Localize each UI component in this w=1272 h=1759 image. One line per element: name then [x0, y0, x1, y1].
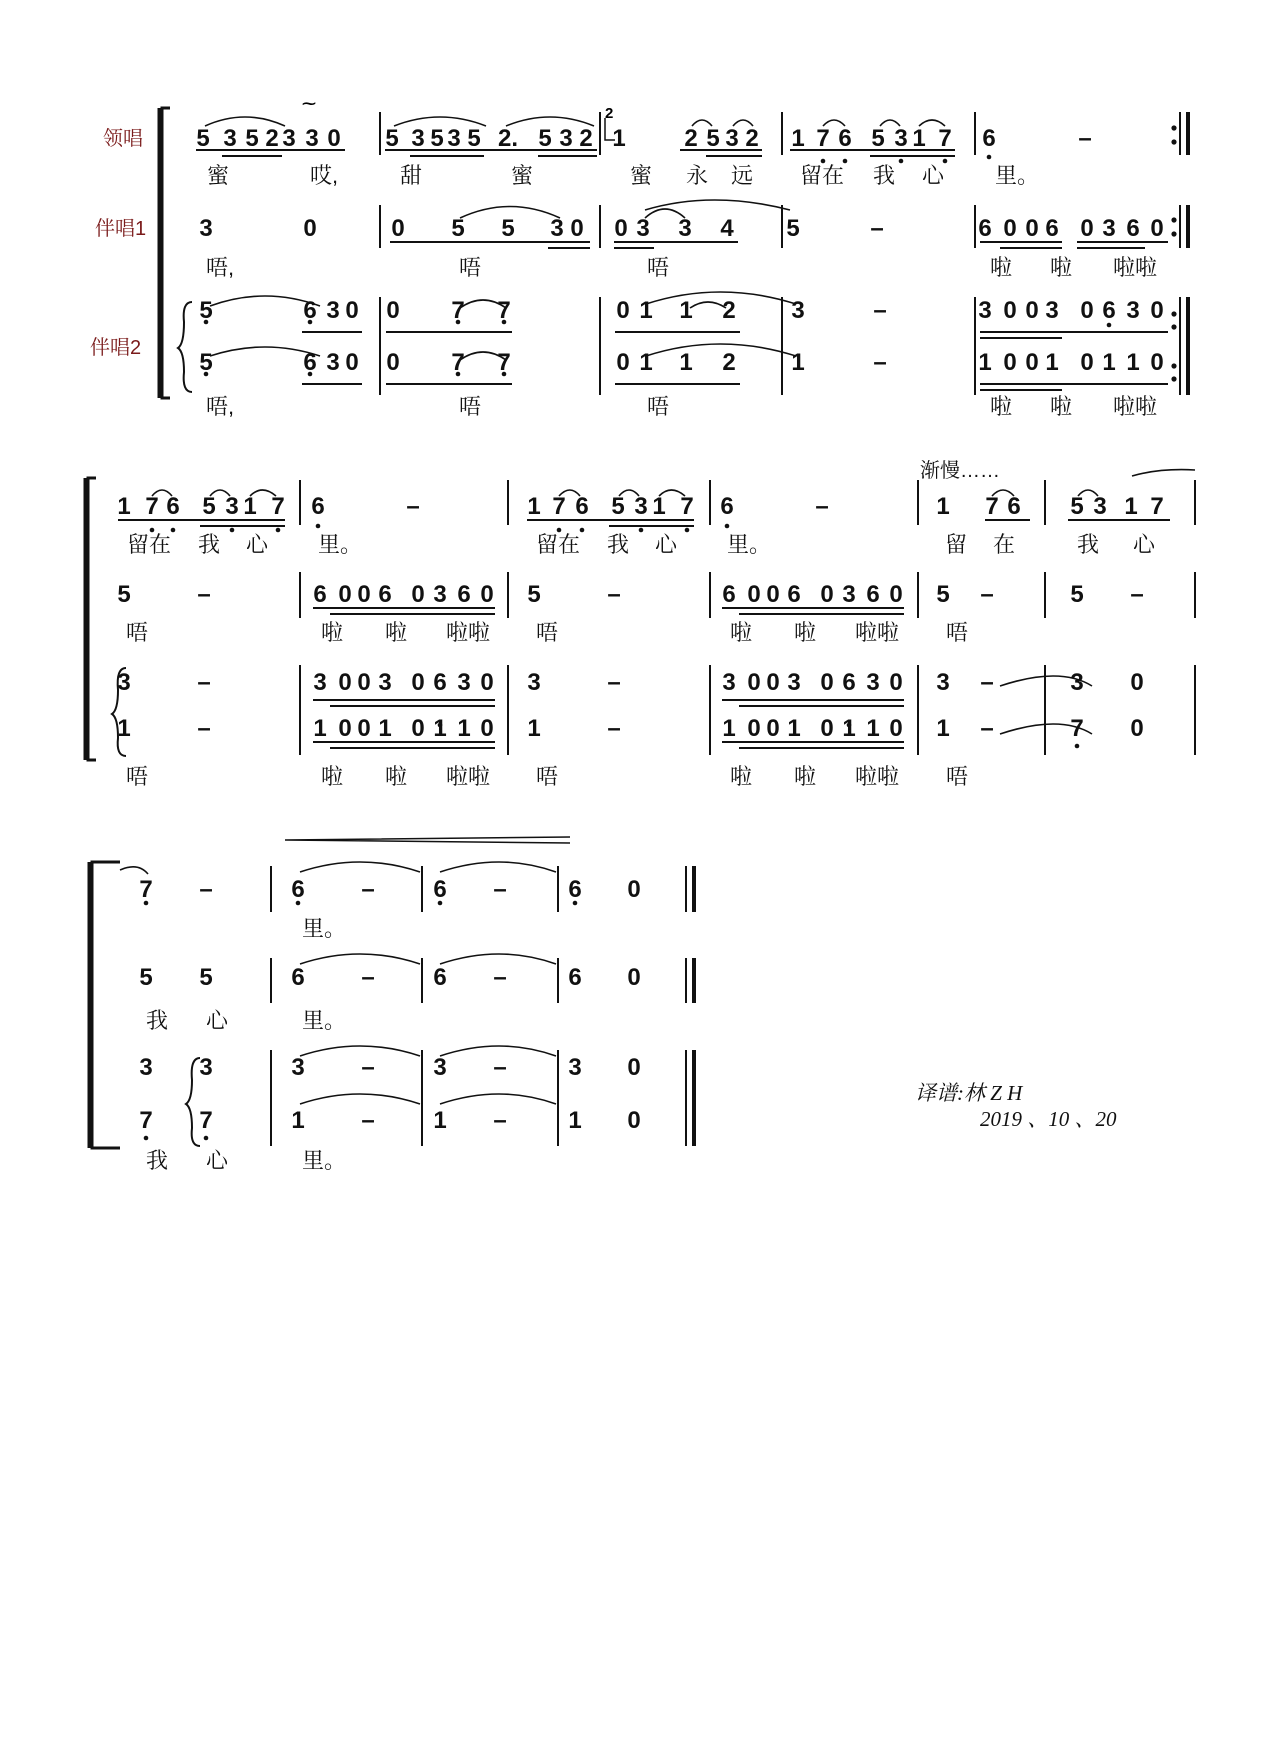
lyric-s0-l0-8: 我 [873, 163, 896, 188]
volta-number: 2 [605, 105, 614, 122]
note-s1-l3-0: 1 [117, 715, 131, 742]
lyric-s1-l3-2: 啦 [385, 764, 408, 789]
note-s1-l1-5: 6 [378, 581, 392, 608]
note-s1-l0-12: 5 [611, 493, 625, 520]
note-s0-l0-28: 6 [982, 125, 996, 152]
note-s0-l3-13: 1 [978, 349, 992, 376]
note-s1-l3-17: 1 [842, 715, 856, 742]
note-s0-l3-19: 1 [1126, 349, 1140, 376]
note-s2-l2-1: 3 [199, 1054, 213, 1081]
note-s1-l2-12: 3 [722, 669, 736, 696]
note-s1-l3-15: 1 [787, 715, 801, 742]
note-s1-l1-11: – [607, 581, 621, 608]
note-s1-l2-4: 0 [357, 669, 371, 696]
note-s1-l0-17: – [815, 493, 829, 520]
note-s0-l1-17: 0 [1080, 215, 1094, 242]
note-s0-l0-0: 5 [196, 125, 210, 152]
note-s0-l3-9: 1 [679, 349, 693, 376]
note-s0-l3-18: 1 [1102, 349, 1116, 376]
note-s1-l3-9: 0 [480, 715, 494, 742]
note-s2-l0-6: 6 [568, 876, 582, 903]
note-s2-l2-7: 0 [627, 1054, 641, 1081]
note-s2-l0-5: – [493, 876, 507, 903]
note-s1-l0-1: 7 [145, 493, 159, 520]
note-s0-l0-27: 7 [938, 125, 952, 152]
note-s1-l1-23: – [1130, 581, 1144, 608]
note-s2-l2-2: 3 [291, 1054, 305, 1081]
note-s0-l2-17: 0 [1080, 297, 1094, 324]
note-s1-l2-15: 3 [787, 669, 801, 696]
note-s0-l3-15: 0 [1025, 349, 1039, 376]
note-s2-l2-0: 3 [139, 1054, 153, 1081]
note-s0-l0-18: 5 [706, 125, 720, 152]
note-s1-l0-8: – [406, 493, 420, 520]
tempo-mark: 渐慢…… [920, 460, 1000, 482]
note-s0-l3-10: 2 [722, 349, 736, 376]
note-s0-l0-29: – [1078, 125, 1092, 152]
note-s0-l0-26: 1 [912, 125, 926, 152]
arranger-credit: 译谱:林 Z H [915, 1081, 1023, 1105]
note-s1-l0-9: 1 [527, 493, 541, 520]
note-s0-l3-17: 0 [1080, 349, 1094, 376]
note-s0-l0-16: 1 [612, 125, 626, 152]
part-label-lead: 领唱 [103, 128, 143, 150]
note-s1-l1-2: 6 [313, 581, 327, 608]
note-s1-l2-16: 0 [820, 669, 834, 696]
note-s1-l1-18: 6 [866, 581, 880, 608]
note-s0-l1-20: 0 [1150, 215, 1164, 242]
lyric-s1-l3-0: 唔 [126, 764, 149, 789]
lyric-s0-l0-9: 心 [922, 163, 945, 188]
note-s1-l0-16: 6 [720, 493, 734, 520]
note-s0-l1-10: 4 [720, 215, 734, 242]
note-s0-l1-18: 3 [1102, 215, 1116, 242]
lyric-s1-l0-2: 心 [246, 532, 269, 557]
note-s1-l0-5: 1 [243, 493, 257, 520]
note-s0-l1-7: 0 [614, 215, 628, 242]
note-s0-l1-9: 3 [678, 215, 692, 242]
lyric-s0-l3-3: 啦 [990, 394, 1013, 419]
note-s0-l0-22: 7 [816, 125, 830, 152]
lyric-s1-l0-1: 我 [198, 532, 221, 557]
note-s1-l2-11: – [607, 669, 621, 696]
note-s1-l0-10: 7 [552, 493, 566, 520]
note-s1-l0-4: 3 [225, 493, 239, 520]
note-s1-l0-14: 1 [652, 493, 666, 520]
note-s0-l1-0: 3 [199, 215, 213, 242]
note-s1-l2-0: 3 [117, 669, 131, 696]
note-s0-l3-11: 1 [791, 349, 805, 376]
note-s1-l1-4: 0 [357, 581, 371, 608]
note-s1-l0-2: 6 [166, 493, 180, 520]
note-s2-l1-7: 0 [627, 964, 641, 991]
note-s2-l0-0: 7 [139, 876, 153, 903]
note-s1-l0-18: 1 [936, 493, 950, 520]
lyric-s0-l1-5: 啦啦 [1113, 255, 1158, 280]
note-s2-l1-0: 5 [139, 964, 153, 991]
note-s1-l1-8: 6 [457, 581, 471, 608]
note-s1-l3-18: 1 [866, 715, 880, 742]
note-s0-l0-1: 3 [223, 125, 237, 152]
lyric-s2-l1-0: 我 [146, 1008, 169, 1033]
note-s1-l3-10: 1 [527, 715, 541, 742]
note-s1-l2-18: 3 [866, 669, 880, 696]
note-s1-l3-19: 0 [889, 715, 903, 742]
note-s2-l3-7: 0 [627, 1107, 641, 1134]
note-s0-l1-8: 3 [636, 215, 650, 242]
note-s2-l0-4: 6 [433, 876, 447, 903]
note-s0-l2-5: 7 [451, 297, 465, 324]
note-s1-l3-3: 0 [338, 715, 352, 742]
note-s2-l3-0: 7 [139, 1107, 153, 1134]
note-s0-l0-19: 3 [725, 125, 739, 152]
lyric-s1-l3-5: 啦 [730, 764, 753, 789]
note-s0-l0-23: 6 [838, 125, 852, 152]
note-s1-l2-8: 3 [457, 669, 471, 696]
note-s1-l2-22: 3 [1070, 669, 1084, 696]
note-s2-l0-7: 0 [627, 876, 641, 903]
note-s1-l1-17: 3 [842, 581, 856, 608]
note-s0-l3-3: 0 [345, 349, 359, 376]
lyric-s1-l1-8: 唔 [946, 620, 969, 645]
note-s1-l0-6: 7 [271, 493, 285, 520]
note-s0-l0-17: 2 [684, 125, 698, 152]
note-s0-l1-15: 0 [1025, 215, 1039, 242]
note-s0-l3-6: 7 [497, 349, 511, 376]
note-s1-l0-19: 7 [985, 493, 999, 520]
note-s1-l2-5: 3 [378, 669, 392, 696]
lyric-s1-l1-3: 啦啦 [446, 620, 491, 645]
lyric-s1-l0-5: 我 [607, 532, 630, 557]
lyric-s0-l1-0: 唔, [206, 255, 235, 280]
note-s1-l3-5: 1 [378, 715, 392, 742]
note-s2-l3-4: 1 [433, 1107, 447, 1134]
lyric-s1-l3-4: 唔 [536, 764, 559, 789]
note-s0-l2-18: 6 [1102, 297, 1116, 324]
note-s1-l2-3: 0 [338, 669, 352, 696]
note-s0-l0-5: 3 [305, 125, 319, 152]
arrangement-date: 2019 、10 、20 [980, 1107, 1117, 1131]
note-s0-l1-1: 0 [303, 215, 317, 242]
note-s0-l3-7: 0 [616, 349, 630, 376]
lyric-s1-l0-9: 在 [993, 532, 1016, 557]
note-s0-l1-12: – [870, 215, 884, 242]
note-s1-l2-19: 0 [889, 669, 903, 696]
lyric-s1-l3-1: 啦 [321, 764, 344, 789]
note-s1-l1-9: 0 [480, 581, 494, 608]
lyric-s1-l0-7: 里。 [727, 532, 772, 557]
lyric-s0-l3-5: 啦啦 [1113, 394, 1158, 419]
note-s0-l1-5: 3 [550, 215, 564, 242]
note-s1-l1-13: 0 [747, 581, 761, 608]
note-s1-l1-0: 5 [117, 581, 131, 608]
note-s1-l3-13: 0 [747, 715, 761, 742]
note-s2-l1-1: 5 [199, 964, 213, 991]
lyric-s1-l3-6: 啦 [794, 764, 817, 789]
note-s0-l2-7: 0 [616, 297, 630, 324]
note-s1-l1-12: 6 [722, 581, 736, 608]
note-s1-l2-1: – [197, 669, 211, 696]
lyric-s0-l0-1: 哎, [310, 163, 339, 188]
note-s1-l3-4: 0 [357, 715, 371, 742]
note-s1-l1-21: – [980, 581, 994, 608]
note-s0-l2-19: 3 [1126, 297, 1140, 324]
note-s1-l1-20: 5 [936, 581, 950, 608]
lyric-s0-l3-4: 啦 [1050, 394, 1073, 419]
note-s1-l0-21: 5 [1070, 493, 1084, 520]
lyric-s1-l0-0: 留在 [127, 532, 172, 557]
lyric-s2-l3-0: 我 [146, 1148, 169, 1173]
note-s0-l1-14: 0 [1003, 215, 1017, 242]
note-s0-l2-13: 3 [978, 297, 992, 324]
note-s0-l1-4: 5 [501, 215, 515, 242]
note-s0-l2-3: 0 [345, 297, 359, 324]
note-s0-l1-2: 0 [391, 215, 405, 242]
note-s0-l0-24: 5 [871, 125, 885, 152]
note-s1-l0-7: 6 [311, 493, 325, 520]
lyric-s1-l0-4: 留在 [536, 532, 581, 557]
note-s1-l3-16: 0 [820, 715, 834, 742]
lyric-s2-l1-1: 心 [206, 1008, 229, 1033]
note-s2-l2-4: 3 [433, 1054, 447, 1081]
lyric-s0-l0-3: 蜜 [511, 163, 534, 188]
note-s1-l1-10: 5 [527, 581, 541, 608]
note-s2-l2-6: 3 [568, 1054, 582, 1081]
note-s1-l3-20: 1 [936, 715, 950, 742]
note-s1-l2-13: 0 [747, 669, 761, 696]
note-s2-l0-2: 6 [291, 876, 305, 903]
lyric-s2-l3-2: 里。 [302, 1148, 347, 1173]
note-s1-l1-1: – [197, 581, 211, 608]
lyric-s1-l1-1: 啦 [321, 620, 344, 645]
note-s0-l0-10: 3 [447, 125, 461, 152]
lyric-s0-l0-10: 里。 [995, 163, 1040, 188]
note-s2-l3-1: 7 [199, 1107, 213, 1134]
note-s0-l2-9: 1 [679, 297, 693, 324]
lyric-s0-l3-0: 唔, [206, 394, 235, 419]
note-s0-l0-4: 3 [282, 125, 296, 152]
note-s0-l0-2: 5 [245, 125, 259, 152]
note-s0-l2-4: 0 [386, 297, 400, 324]
lyric-s0-l0-6: 远 [731, 163, 754, 188]
note-s0-l1-19: 6 [1126, 215, 1140, 242]
note-s2-l1-5: – [493, 964, 507, 991]
note-s0-l3-0: 5 [199, 349, 213, 376]
note-s1-l1-16: 0 [820, 581, 834, 608]
note-s0-l0-13: 5 [538, 125, 552, 152]
note-s2-l3-6: 1 [568, 1107, 582, 1134]
note-s0-l3-1: 6 [303, 349, 317, 376]
note-s2-l3-2: 1 [291, 1107, 305, 1134]
note-s0-l1-3: 5 [451, 215, 465, 242]
lyric-s1-l1-4: 唔 [536, 620, 559, 645]
note-s2-l1-3: – [361, 964, 375, 991]
note-s1-l3-23: 0 [1130, 715, 1144, 742]
note-s1-l1-7: 3 [433, 581, 447, 608]
note-s0-l3-8: 1 [639, 349, 653, 376]
note-s0-l3-14: 0 [1003, 349, 1017, 376]
note-s0-l0-20: 2 [745, 125, 759, 152]
note-s1-l3-7: 1 [433, 715, 447, 742]
repeat-dots [1171, 125, 1176, 381]
note-s1-l3-12: 1 [722, 715, 736, 742]
note-s0-l1-6: 0 [570, 215, 584, 242]
lyric-s2-l0-0: 里。 [302, 916, 347, 941]
note-s2-l3-5: – [493, 1107, 507, 1134]
lyric-s0-l0-5: 永 [686, 163, 709, 188]
lyric-s1-l3-3: 啦啦 [446, 764, 491, 789]
note-s1-l0-0: 1 [117, 493, 131, 520]
note-s0-l3-5: 7 [451, 349, 465, 376]
lyric-s0-l0-2: 甜 [400, 163, 423, 188]
note-s0-l1-11: 5 [786, 215, 800, 242]
note-s0-l2-14: 0 [1003, 297, 1017, 324]
note-s0-l0-9: 5 [430, 125, 444, 152]
note-s0-l1-13: 6 [978, 215, 992, 242]
note-s1-l3-8: 1 [457, 715, 471, 742]
note-s1-l2-6: 0 [411, 669, 425, 696]
lyric-s1-l0-3: 里。 [318, 532, 363, 557]
note-s1-l2-21: – [980, 669, 994, 696]
part-label-acc2: 伴唱2 [90, 337, 142, 359]
note-s1-l3-11: – [607, 715, 621, 742]
lyric-s1-l0-8: 留 [945, 532, 968, 557]
note-s0-l0-25: 3 [894, 125, 908, 152]
lyric-s0-l1-4: 啦 [1050, 255, 1073, 280]
lyric-s1-l3-8: 唔 [946, 764, 969, 789]
note-s1-l3-14: 0 [766, 715, 780, 742]
note-s1-l2-14: 0 [766, 669, 780, 696]
note-s0-l2-0: 5 [199, 297, 213, 324]
note-s1-l0-13: 3 [634, 493, 648, 520]
lyric-s1-l1-5: 啦 [730, 620, 753, 645]
note-s1-l1-14: 0 [766, 581, 780, 608]
note-s1-l3-21: – [980, 715, 994, 742]
note-s1-l0-11: 6 [575, 493, 589, 520]
note-s1-l3-2: 1 [313, 715, 327, 742]
lyric-s1-l0-10: 我 [1077, 532, 1100, 557]
lyric-s1-l0-11: 心 [1133, 532, 1156, 557]
note-s1-l1-15: 6 [787, 581, 801, 608]
lyric-s2-l3-1: 心 [206, 1148, 229, 1173]
note-s0-l3-16: 1 [1045, 349, 1059, 376]
note-s1-l2-2: 3 [313, 669, 327, 696]
note-s0-l2-8: 1 [639, 297, 653, 324]
note-s0-l0-11: 5 [467, 125, 481, 152]
note-s2-l2-3: – [361, 1054, 375, 1081]
note-s1-l2-9: 0 [480, 669, 494, 696]
lyric-s1-l1-2: 啦 [385, 620, 408, 645]
lyric-s1-l1-0: 唔 [126, 620, 149, 645]
lyric-s0-l1-3: 啦 [990, 255, 1013, 280]
note-s0-l3-20: 0 [1150, 349, 1164, 376]
lyric-s0-l1-2: 唔 [647, 255, 670, 280]
note-s0-l3-2: 3 [326, 349, 340, 376]
note-s0-l2-1: 6 [303, 297, 317, 324]
note-s0-l2-15: 0 [1025, 297, 1039, 324]
note-s1-l3-6: 0 [411, 715, 425, 742]
note-s1-l1-22: 5 [1070, 581, 1084, 608]
note-s2-l1-2: 6 [291, 964, 305, 991]
note-s1-l2-10: 3 [527, 669, 541, 696]
note-s1-l3-1: – [197, 715, 211, 742]
note-s0-l2-2: 3 [326, 297, 340, 324]
lyric-s0-l3-2: 唔 [647, 394, 670, 419]
notes-layer [117, 125, 1163, 1173]
note-s0-l0-8: 3 [411, 125, 425, 152]
note-s0-l0-3: 2 [265, 125, 279, 152]
note-s1-l2-20: 3 [936, 669, 950, 696]
note-s1-l3-22: 7 [1070, 715, 1084, 742]
note-s1-l0-24: 7 [1150, 493, 1164, 520]
note-s0-l0-21: 1 [791, 125, 805, 152]
note-s0-l3-4: 0 [386, 349, 400, 376]
lyric-s1-l1-7: 啦啦 [855, 620, 900, 645]
note-s2-l1-4: 6 [433, 964, 447, 991]
note-s0-l0-7: 5 [385, 125, 399, 152]
note-s0-l0-14: 3 [559, 125, 573, 152]
note-s1-l0-15: 7 [680, 493, 694, 520]
note-s1-l2-7: 6 [433, 669, 447, 696]
note-s0-l2-12: – [873, 297, 887, 324]
lyric-s1-l1-6: 啦 [794, 620, 817, 645]
note-s2-l1-6: 6 [568, 964, 582, 991]
note-s2-l0-1: – [199, 876, 213, 903]
note-s0-l0-12: 2. [497, 125, 519, 152]
note-s0-l2-6: 7 [497, 297, 511, 324]
note-s1-l0-22: 3 [1093, 493, 1107, 520]
lyric-s0-l0-7: 留在 [800, 163, 845, 188]
note-s1-l1-6: 0 [411, 581, 425, 608]
decrescendo-hairpin [285, 837, 570, 843]
note-s2-l3-3: – [361, 1107, 375, 1134]
note-s0-l2-11: 3 [791, 297, 805, 324]
note-s0-l3-12: – [873, 349, 887, 376]
note-s0-l0-15: 2 [579, 125, 593, 152]
note-s0-l2-16: 3 [1045, 297, 1059, 324]
note-s1-l0-23: 1 [1124, 493, 1138, 520]
lyric-s1-l3-7: 啦啦 [855, 764, 900, 789]
note-s1-l1-3: 0 [338, 581, 352, 608]
note-s2-l2-5: – [493, 1054, 507, 1081]
note-s2-l0-3: – [361, 876, 375, 903]
note-s0-l0-6: 0 [327, 125, 341, 152]
note-s1-l0-3: 5 [202, 493, 216, 520]
lyric-s0-l0-0: 蜜 [207, 163, 230, 188]
note-s0-l2-20: 0 [1150, 297, 1164, 324]
note-s1-l2-23: 0 [1130, 669, 1144, 696]
note-s0-l1-16: 6 [1045, 215, 1059, 242]
note-s1-l0-20: 6 [1007, 493, 1021, 520]
lyric-s2-l1-2: 里。 [302, 1008, 347, 1033]
lyric-s0-l0-4: 蜜 [630, 163, 653, 188]
ornament-mark: ⁓ [302, 95, 316, 111]
note-s1-l1-19: 0 [889, 581, 903, 608]
note-s0-l2-10: 2 [722, 297, 736, 324]
lyric-s0-l1-1: 唔 [459, 255, 482, 280]
note-s1-l2-17: 6 [842, 669, 856, 696]
lyric-s1-l0-6: 心 [655, 532, 678, 557]
lyric-s0-l3-1: 唔 [459, 394, 482, 419]
part-label-acc1: 伴唱1 [95, 218, 147, 240]
